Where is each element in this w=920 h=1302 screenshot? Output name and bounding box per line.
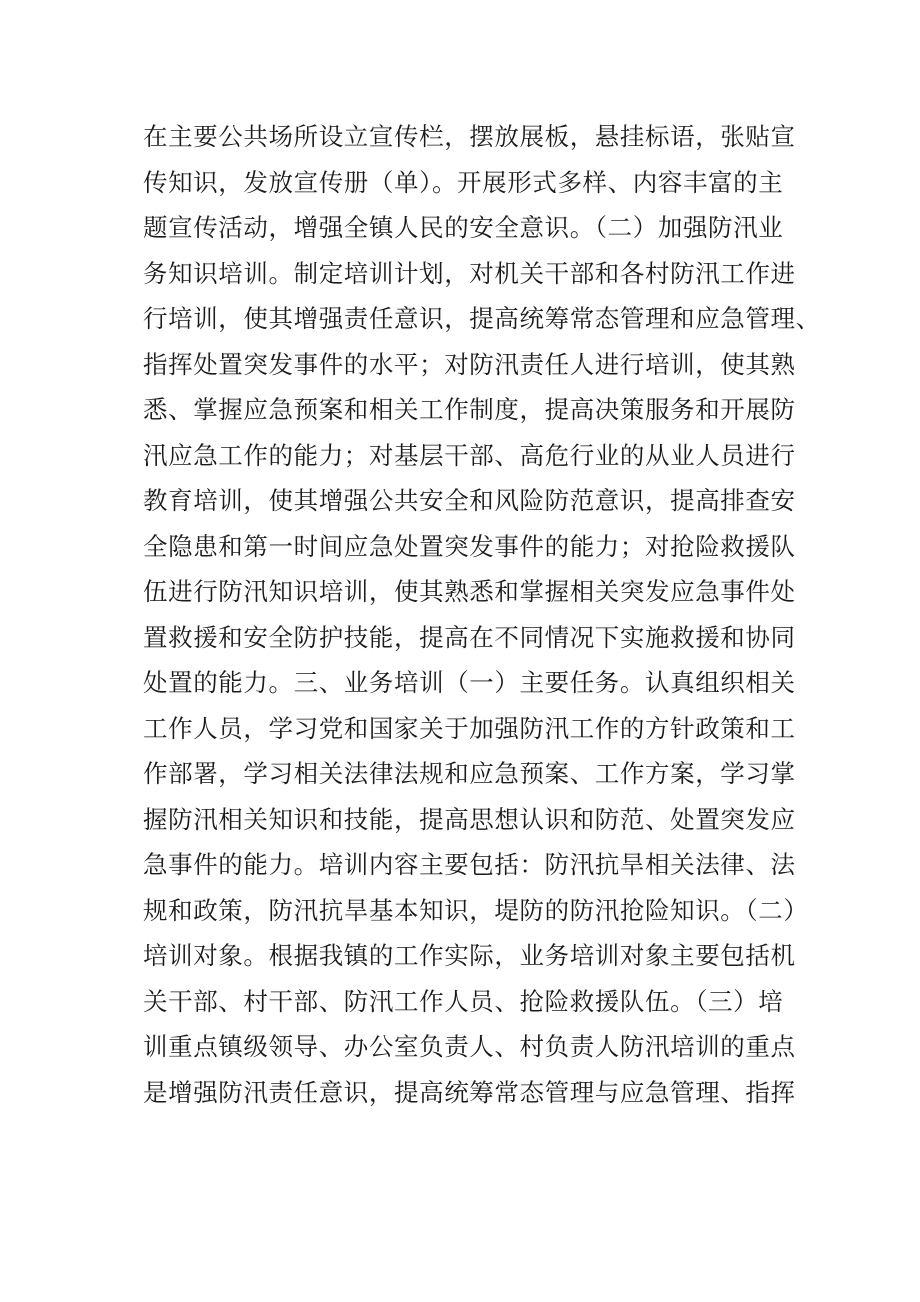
- text-line: 题宣传活动，增强全镇人民的安全意识。（二）加强防汛业: [143, 213, 784, 242]
- text-line: 伍进行防汛知识培训，使其熟悉和掌握相关突发应急事件处: [143, 577, 796, 606]
- text-line: 指挥处置突发事件的水平；对防汛责任人进行培训，使其熟: [143, 349, 796, 379]
- text-line: 握防汛相关知识和技能，提高思想认识和防范、处置突发应: [143, 804, 796, 834]
- text-line: 教育培训，使其增强公共安全和风险防范意识，提高排查安: [143, 486, 796, 515]
- text-line: 传知识，发放宣传册（单）。开展形式多样、内容丰富的主: [143, 167, 784, 197]
- text-line: 工作人员，学习党和国家关于加强防汛工作的方针政策和工: [143, 713, 796, 743]
- body-text: [143, 114, 821, 1115]
- text-line: 在主要公共场所设立宣传栏，摆放展板，悬挂标语，张贴宣: [143, 122, 796, 151]
- text-line: 是增强防汛责任意识，提高统筹常态管理与应急管理、指挥: [143, 1077, 796, 1107]
- text-line: 行培训，使其增强责任意识，提高统筹常态管理和应急管理、: [143, 304, 821, 333]
- text-line: 培训对象。根据我镇的工作实际，业务培训对象主要包括机: [143, 941, 796, 970]
- text-line: 悉、掌握应急预案和相关工作制度，提高决策服务和开展防: [143, 395, 796, 424]
- text-line: 训重点镇级领导、办公室负责人、村负责人防汛培训的重点: [143, 1032, 796, 1061]
- text-line: 急事件的能力。培训内容主要包括：防汛抗旱相关法律、法: [143, 850, 796, 879]
- text-line: 置救援和安全防护技能，提高在不同情况下实施救援和协同: [143, 622, 796, 652]
- text-line: 务知识培训。制定培训计划，对机关干部和各村防汛工作进: [143, 258, 796, 288]
- text-line: 规和政策，防汛抗旱基本知识，堤防的防汛抢险知识。（二）: [143, 895, 809, 925]
- text-line: 全隐患和第一时间应急处置突发事件的能力；对抢险救援队: [143, 531, 796, 561]
- text-line: 作部署，学习相关法律法规和应急预案、工作方案，学习掌: [143, 759, 796, 788]
- text-line: 汛应急工作的能力；对基层干部、高危行业的从业人员进行: [143, 440, 796, 470]
- text-line: 处置的能力。三、业务培训（一）主要任务。认真组织相关: [143, 668, 796, 697]
- text-line: 关干部、村干部、防汛工作人员、抢险救援队伍。（三）培: [143, 986, 784, 1016]
